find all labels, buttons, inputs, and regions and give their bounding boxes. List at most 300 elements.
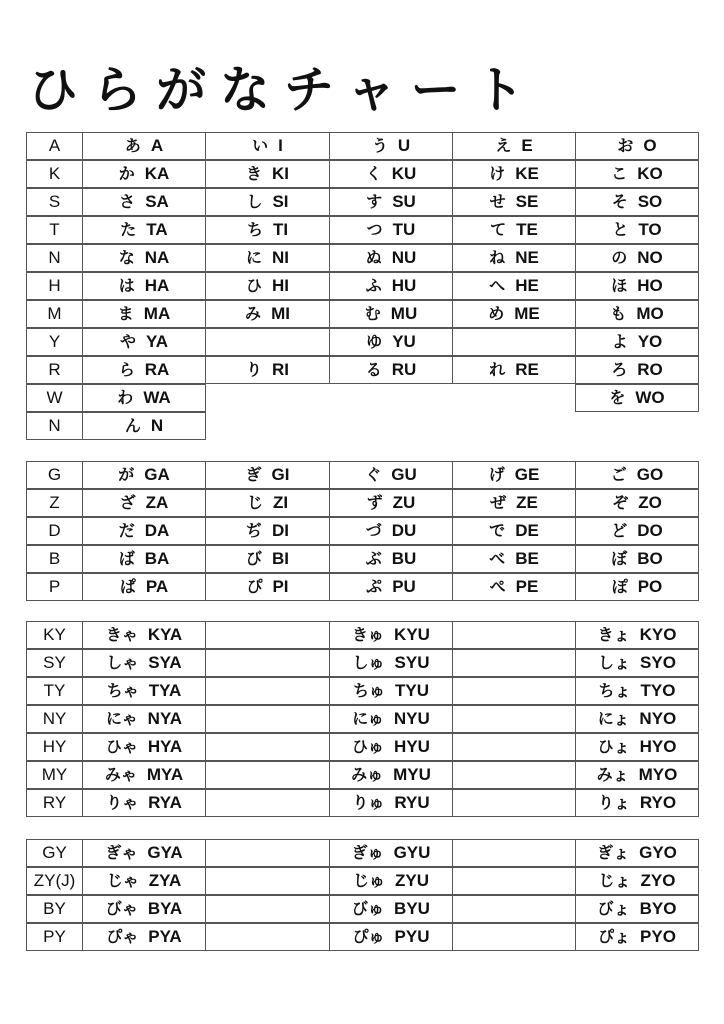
kana-glyph: じ [246,493,263,512]
empty-cell [205,867,330,895]
row-label: R [26,356,83,384]
kana-glyph: ぴゃ [106,927,139,946]
kana-glyph: ぴょ [598,927,631,946]
kana-cell [329,677,453,705]
kana-glyph: ちゅ [352,681,385,700]
kana-glyph: と [612,220,629,239]
kana-cell [205,132,330,160]
kana-cell [329,244,453,272]
row-label: TY [26,677,83,705]
romaji: SE [515,192,539,211]
kana-cell [575,867,699,895]
kana-glyph: く [365,164,382,183]
kana-cell [329,188,453,216]
romaji: SU [392,192,416,211]
romaji: SYU [394,653,430,672]
kana-cell [329,328,453,356]
romaji: HYU [394,737,430,756]
romaji: SYO [640,653,676,672]
kana-cell [452,545,576,573]
kana-glyph: ご [610,465,627,484]
romaji: GE [514,465,540,484]
kana-glyph: こ [611,164,628,183]
kana-cell [452,461,576,489]
kana-cell [452,216,576,244]
romaji: BYU [394,899,430,918]
no-cell [575,412,699,440]
kana-glyph: じゃ [106,871,139,890]
romaji: PYO [640,927,676,946]
kana-cell [329,705,453,733]
page-title: ひらがなチャート [28,61,539,119]
kana-cell [575,489,699,517]
kana-glyph: しゅ [352,653,385,672]
romaji: A [150,136,164,155]
kana-cell [205,489,330,517]
romaji: NU [391,248,417,267]
kana-glyph: よ [611,332,628,351]
kana-glyph: びょ [597,899,630,918]
kana-cell [82,573,206,601]
kana-cell [82,160,206,188]
kana-glyph: にょ [597,709,630,728]
romaji: BO [637,549,663,568]
kana-glyph: が [118,465,135,484]
empty-cell [452,761,576,789]
kana-glyph: た [120,220,137,239]
no-cell [205,412,330,440]
kana-glyph: みゅ [351,765,384,784]
romaji: GYA [147,843,183,862]
kana-glyph: ちょ [598,681,631,700]
kana-glyph: め [488,304,505,323]
kana-cell [452,573,576,601]
kana-glyph: つ [366,220,383,239]
romaji: NO [637,248,663,267]
kana-cell [575,621,699,649]
kana-cell [575,677,699,705]
romaji: MYO [638,765,678,784]
kana-cell [575,216,699,244]
empty-cell [452,677,576,705]
no-cell [329,384,453,412]
kana-cell [575,356,699,384]
romaji: TYU [395,681,429,700]
romaji: PI [272,577,289,596]
kana-glyph: ぴゅ [352,927,385,946]
empty-cell [205,621,330,649]
romaji: ZYU [395,871,429,890]
kana-glyph: みゃ [104,765,137,784]
no-cell [452,384,576,412]
empty-cell [205,705,330,733]
row-label: D [26,517,83,545]
kana-glyph: ちゃ [106,681,139,700]
kana-cell [329,733,453,761]
romaji: DA [144,521,170,540]
romaji: NI [272,248,289,267]
kana-glyph: ぎ [245,465,262,484]
row-label: T [26,216,83,244]
kana-glyph: ぜ [490,493,507,512]
kana-glyph: ど [611,521,628,540]
romaji: BYA [147,899,183,918]
kana-cell [82,923,206,951]
kana-glyph: な [118,248,135,267]
kana-glyph: ひゃ [105,737,138,756]
kana-glyph: びゃ [105,899,138,918]
romaji: RA [144,360,170,379]
kana-cell [329,356,453,384]
kana-cell [82,761,206,789]
kana-glyph: りゅ [352,793,385,812]
kana-glyph: け [489,164,506,183]
kana-cell [452,356,576,384]
kana-cell [82,649,206,677]
kana-glyph: ぎゅ [351,843,384,862]
kana-glyph: ひゅ [352,737,385,756]
kana-cell [82,300,206,328]
empty-cell [205,895,330,923]
row-label: W [26,384,83,412]
kana-glyph: ぴ [246,577,263,596]
kana-glyph: きょ [597,625,630,644]
romaji: TI [272,220,289,239]
row-label: ZY(J) [26,867,83,895]
romaji: PYU [394,927,430,946]
kana-glyph: し [246,192,263,211]
kana-glyph: り [245,360,262,379]
romaji: KO [637,164,663,183]
kana-glyph: ば [118,549,135,568]
romaji: YO [637,332,663,351]
kana-glyph: ろ [611,360,628,379]
empty-cell [205,733,330,761]
kana-cell [452,132,576,160]
romaji: E [521,136,533,155]
romaji: TYA [148,681,182,700]
kana-glyph: れ [489,360,506,379]
romaji: RO [637,360,663,379]
kana-glyph: みょ [596,765,629,784]
romaji: BE [515,549,539,568]
kana-cell [205,461,330,489]
kana-glyph: か [118,164,135,183]
romaji: HU [391,276,417,295]
romaji: DI [272,521,289,540]
kana-glyph: ち [246,220,263,239]
empty-cell [205,923,330,951]
romaji: MA [143,304,171,323]
kana-glyph: を [609,388,626,407]
row-label: N [26,412,83,440]
kana-glyph: きゅ [352,625,385,644]
kana-cell [452,272,576,300]
empty-cell [205,649,330,677]
kana-cell [575,545,699,573]
kana-cell [205,545,330,573]
kana-cell [82,867,206,895]
romaji: SI [272,192,289,211]
kana-glyph: きゃ [105,625,138,644]
romaji: MYA [146,765,184,784]
romaji: ZYO [640,871,676,890]
row-label: A [26,132,83,160]
row-label: K [26,160,83,188]
no-cell [329,412,453,440]
kana-cell [205,160,330,188]
kana-cell [329,867,453,895]
kana-glyph: ひ [245,276,262,295]
kana-glyph: き [245,164,262,183]
romaji: TYO [640,681,676,700]
romaji: ME [514,304,540,323]
romaji: KA [144,164,170,183]
kana-glyph: ひょ [597,737,630,756]
kana-cell [82,677,206,705]
romaji: HE [515,276,539,295]
kana-cell [575,733,699,761]
romaji: MYU [393,765,431,784]
kana-cell [575,328,699,356]
kana-cell [575,461,699,489]
romaji: NYA [147,709,183,728]
kana-glyph: ね [489,248,506,267]
kana-glyph: ぬ [365,248,382,267]
romaji: NYO [639,709,677,728]
romaji: RYA [148,793,182,812]
kana-glyph: ぢ [245,521,262,540]
romaji: PYA [148,927,182,946]
row-label: G [26,461,83,489]
kana-glyph: づ [365,521,382,540]
romaji: DO [637,521,663,540]
kana-cell [205,356,330,384]
kana-cell [205,188,330,216]
kana-cell [205,216,330,244]
kana-cell [329,895,453,923]
kana-cell [82,244,206,272]
kana-glyph: う [371,136,388,155]
romaji: KYU [394,625,430,644]
kana-glyph: ま [117,304,134,323]
kana-glyph: わ [117,388,134,407]
kana-glyph: りゃ [106,793,139,812]
empty-cell [452,621,576,649]
kana-glyph: る [365,360,382,379]
kana-glyph: へ [489,276,506,295]
kana-cell [329,300,453,328]
kana-cell [82,839,206,867]
kana-glyph: い [252,136,269,155]
kana-glyph: ふ [365,276,382,295]
empty-cell [452,789,576,817]
romaji: TO [638,220,662,239]
romaji: TU [392,220,416,239]
kana-glyph: も [610,304,627,323]
empty-cell [205,677,330,705]
row-label: N [26,244,83,272]
kana-cell [575,923,699,951]
romaji: RU [391,360,417,379]
kana-cell [82,356,206,384]
romaji: TE [516,220,538,239]
romaji: KI [272,164,289,183]
romaji: YA [145,332,169,351]
empty-cell [205,761,330,789]
romaji: RYU [394,793,430,812]
romaji: KYA [147,625,183,644]
romaji: YU [392,332,416,351]
kana-cell [329,489,453,517]
empty-cell [452,733,576,761]
romaji: GI [271,465,290,484]
romaji: GA [144,465,170,484]
kana-glyph: べ [489,549,506,568]
empty-cell [205,328,330,356]
kana-glyph: に [245,248,262,267]
kana-glyph: ゆ [366,332,383,351]
romaji: KYO [639,625,677,644]
romaji: HYA [147,737,183,756]
empty-cell [452,705,576,733]
romaji: PO [637,577,663,596]
kana-glyph: ら [118,360,135,379]
kana-glyph: ぱ [119,577,136,596]
romaji: BYO [639,899,677,918]
no-cell [452,412,576,440]
kana-cell [575,244,699,272]
kana-glyph: ず [366,493,383,512]
kana-glyph: しゃ [106,653,139,672]
kana-cell [452,300,576,328]
kana-cell [575,705,699,733]
kana-glyph: す [366,192,383,211]
no-cell [205,384,330,412]
row-label: P [26,573,83,601]
romaji: GYO [639,843,677,862]
row-label: B [26,545,83,573]
empty-cell [452,923,576,951]
kana-cell [205,573,330,601]
kana-glyph: ん [124,416,141,435]
kana-cell [82,545,206,573]
row-label: SY [26,649,83,677]
empty-cell [452,839,576,867]
row-label: NY [26,705,83,733]
romaji: HA [144,276,170,295]
kana-cell [329,573,453,601]
row-label: HY [26,733,83,761]
kana-glyph: びゅ [352,899,385,918]
row-label: KY [26,621,83,649]
romaji: RI [272,360,289,379]
kana-cell [329,923,453,951]
kana-glyph: ぞ [612,493,629,512]
romaji: ZU [392,493,416,512]
kana-cell [452,489,576,517]
romaji: DE [515,521,539,540]
kana-cell [329,272,453,300]
romaji: ZA [145,493,169,512]
kana-glyph: び [245,549,262,568]
row-label: PY [26,923,83,951]
kana-cell [82,621,206,649]
romaji: HYO [639,737,677,756]
romaji: BA [144,549,170,568]
romaji: NE [515,248,539,267]
romaji: HI [272,276,289,295]
kana-cell [575,188,699,216]
kana-cell [82,489,206,517]
kana-glyph: え [495,136,512,155]
romaji: TA [146,220,168,239]
romaji: SO [637,192,663,211]
kana-cell [329,160,453,188]
romaji: PA [145,577,169,596]
kana-glyph: ぎゃ [105,843,138,862]
kana-glyph: で [489,521,506,540]
kana-glyph: て [490,220,507,239]
romaji: NA [144,248,170,267]
kana-glyph: お [617,136,634,155]
romaji: MO [636,304,664,323]
kana-cell [329,545,453,573]
kana-cell [82,461,206,489]
kana-cell [82,216,206,244]
kana-glyph: ぺ [489,577,506,596]
kana-glyph: にゅ [352,709,384,728]
kana-cell [329,132,453,160]
kana-glyph: ぶ [365,549,382,568]
kana-cell [452,244,576,272]
kana-glyph: ほ [611,276,628,295]
kana-cell [82,733,206,761]
kana-cell [205,272,330,300]
romaji: RYO [639,793,677,812]
romaji: DU [391,521,417,540]
kana-glyph: さ [119,192,136,211]
row-label: S [26,188,83,216]
kana-cell [575,789,699,817]
empty-cell [205,839,330,867]
kana-cell [82,789,206,817]
kana-cell [205,300,330,328]
kana-cell [575,160,699,188]
romaji: GU [391,465,417,484]
row-label: H [26,272,83,300]
kana-cell [82,412,206,440]
kana-cell [329,216,453,244]
romaji: ZE [516,493,538,512]
kana-glyph: ぐ [365,465,382,484]
empty-cell [205,789,330,817]
kana-cell [575,517,699,545]
kana-cell [329,839,453,867]
romaji: WA [143,388,171,407]
kana-cell [329,649,453,677]
kana-glyph: りょ [597,793,630,812]
romaji: KU [391,164,417,183]
kana-cell [82,328,206,356]
kana-cell [575,132,699,160]
romaji: SYA [148,653,182,672]
empty-cell [452,649,576,677]
kana-cell [575,573,699,601]
kana-cell [82,272,206,300]
kana-cell [82,517,206,545]
kana-glyph: だ [118,521,135,540]
